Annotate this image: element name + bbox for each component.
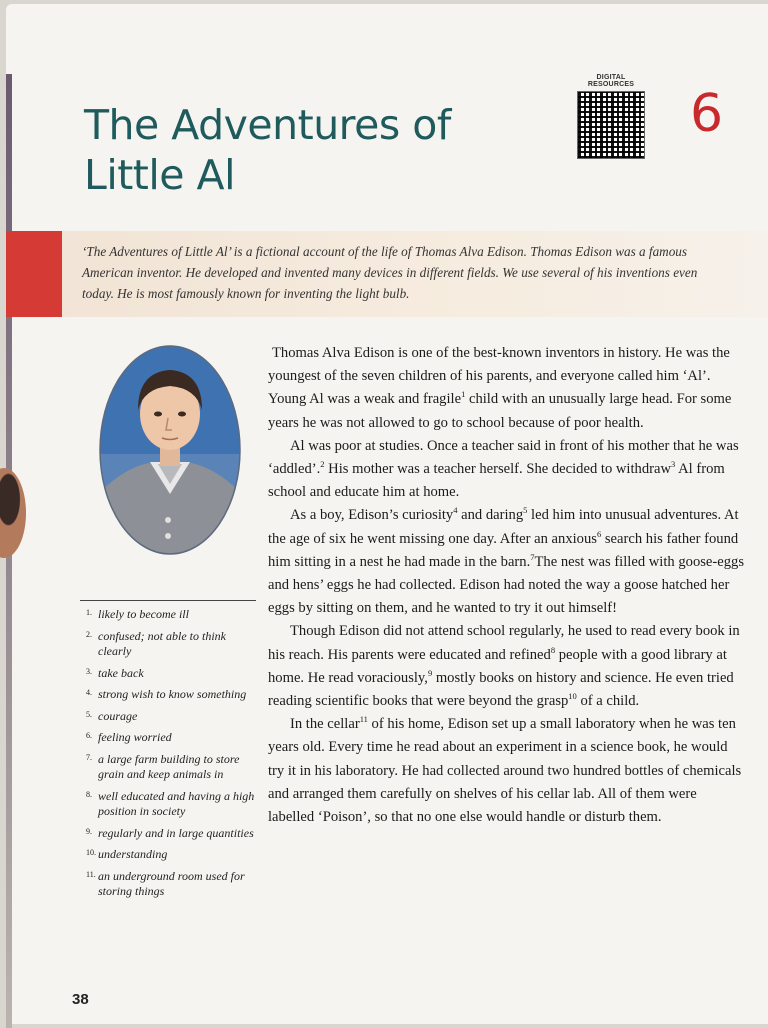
story-body <box>268 342 746 829</box>
footnote-text: feeling worried <box>98 730 172 744</box>
intro-accent-bar <box>6 231 62 317</box>
footnote-item <box>80 847 256 863</box>
footnote-number: 4. <box>86 688 92 697</box>
intro-text: ‘The Adventures of Little Al’ is a fictional account of the life of Thomas Alva Edison. Thomas Edison was a famous American inventor. He developed and invented many devices in different fields. We use several of his inventions even today. He is most famously known for inventing the light bulb. <box>82 244 698 301</box>
footnote-marker: 9 <box>427 667 433 678</box>
footnote-item <box>80 752 256 783</box>
footnote-text: understanding <box>98 847 168 861</box>
chapter-title-line-1: The Adventures of <box>84 101 451 149</box>
footnote-number: 9. <box>86 826 92 836</box>
glossary-footnotes <box>80 600 256 906</box>
footnote-marker: 3 <box>671 459 676 470</box>
footnote-text: courage <box>98 708 138 723</box>
footnote-text: confused; not able to think clearly <box>98 628 226 658</box>
footnote-item <box>80 869 256 900</box>
footnote-marker: 6 <box>596 528 602 539</box>
footnote-marker: 1 <box>461 389 466 400</box>
footnote-item <box>80 629 256 660</box>
footnote-text: likely to become ill <box>98 607 189 621</box>
footnote-text: regularly and in large quantities <box>98 825 254 840</box>
footnote-number: 11. <box>86 869 96 879</box>
footnote-marker: 11 <box>359 714 368 725</box>
book-page <box>6 4 768 1024</box>
paragraph: Al was poor at studies. Once a teacher said in front of his mother that he was ‘addled’.$^2$ His mother was a teacher herself. She decided to withdraw$^3$ Al from school and educate him at home. <box>268 437 739 501</box>
footnote-marker: 8 <box>550 644 556 655</box>
footnote-marker: 2 <box>320 459 325 470</box>
footnote-item <box>80 607 256 623</box>
footnote-text: an underground room used for storing things <box>98 868 245 898</box>
paragraph: In the cellar$^{11}$ of his home, Edison set up a small laboratory when he was ten years old. Every time he read about an experiment in a science book, he would try it in his laboratory. He had collected around two hundred bottles of chemicals and arranged them carefully on shelves of his cellar lab. All of them were labelled ‘Poison’, so that no one else would handle or disturb them. <box>268 714 742 826</box>
digital-resources-label: DIGITAL RESOURCES <box>587 74 635 88</box>
edison-portrait <box>98 344 242 556</box>
footnote-number: 10. <box>86 848 96 857</box>
paragraph: As a boy, Edison’s curiosity$^4$ and daring$^5$ led him into unusual adventures. At the age of six he went missing one day. After an anxious$^6$ search his father found him sitting in a nest he had made in the barn.$^7$The nest was filled with goose-eggs and hens’ eggs he had collected. Edison had noted the way a goose hatched her eggs by sitting on them, and he wanted to try it out himself! <box>268 505 745 617</box>
footnote-text: a large farm building to store grain and keep animals in <box>98 751 240 781</box>
footnote-marker: 5 <box>523 505 528 516</box>
footnote-text: strong wish to know something <box>98 687 247 701</box>
paragraph: Thomas Alva Edison is one of the best-known inventors in history. He was the youngest of the seven children of his parents, and everyone called him ‘Al’. Young Al was a weak and fragile$^1$ child with an unusually large head. For some years he was not allowed to go to school because of poor health. <box>268 345 732 431</box>
footnote-item <box>80 730 256 746</box>
footnote-marker: 7 <box>530 551 535 562</box>
footnote-item <box>80 709 256 725</box>
footnote-item <box>80 789 256 820</box>
footnote-marker: 4 <box>453 505 458 516</box>
chapter-title <box>84 100 504 200</box>
footnote-number: 2. <box>86 629 92 639</box>
footnote-number: 5. <box>86 709 92 719</box>
page-number: 38 <box>72 991 89 1008</box>
footnote-item <box>80 826 256 842</box>
chapter-title-line-2: Little Al <box>84 151 235 199</box>
footnote-number: 3. <box>86 666 92 676</box>
footnote-item <box>80 687 256 703</box>
footnote-marker: 10 <box>568 691 577 702</box>
paragraph: Though Edison did not attend school regularly, he used to read every book in his reach. His parents were educated and refined$^8$ people with a good library at home. He read voraciously,$^9$ mostly books on history and science. He even tried reading scientific books that were beyond the grasp$^{10}$ of a child. <box>268 623 740 710</box>
footnote-item <box>80 666 256 682</box>
footnote-text: take back <box>98 665 144 680</box>
footnote-number: 7. <box>86 752 92 762</box>
chapter-number: 6 <box>690 84 724 144</box>
footnote-number: 1. <box>86 608 92 617</box>
footnote-number: 8. <box>86 789 92 799</box>
footnote-number: 6. <box>86 731 92 740</box>
digital-resources <box>574 74 648 159</box>
footnote-text: well educated and having a high position in society <box>98 788 255 818</box>
qr-code-icon[interactable] <box>577 91 645 159</box>
